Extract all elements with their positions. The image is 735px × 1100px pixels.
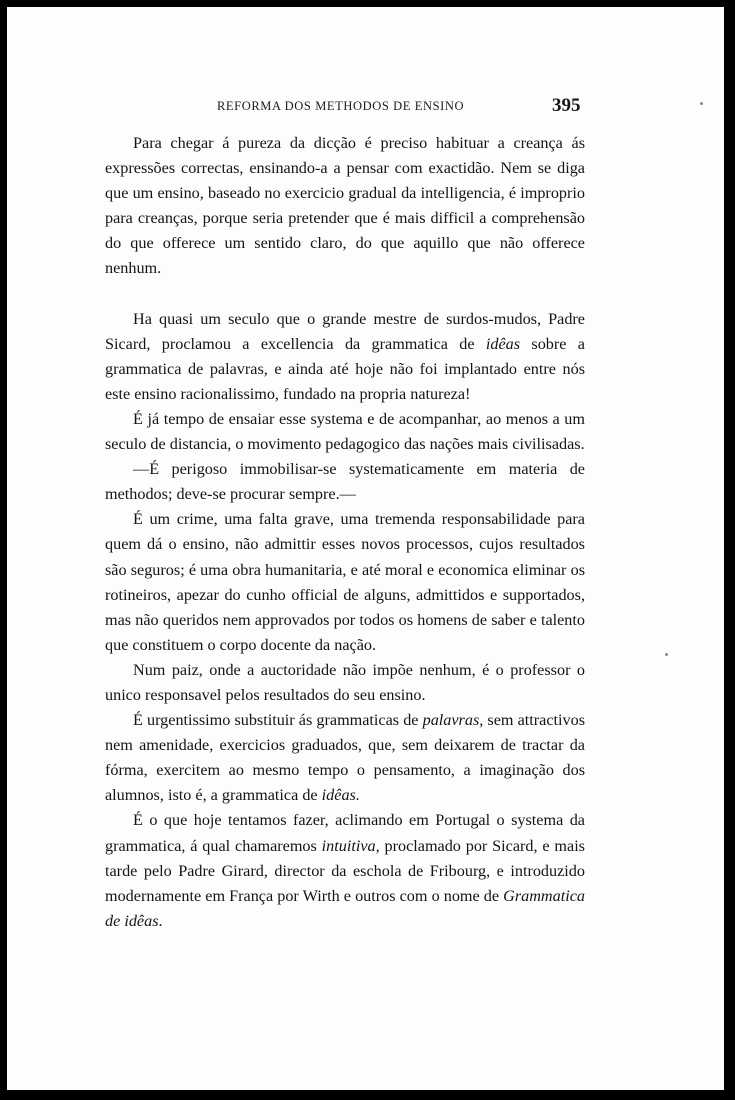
book-page	[7, 7, 724, 1090]
paragraph-2-italic: idêas	[485, 334, 521, 353]
paragraph-8-text-a: É o que hoje tentamos fazer, aclimando em Portugal o systema da grammatica, á qual chamaremos	[105, 811, 585, 855]
paragraph-4	[105, 457, 585, 507]
paragraph-6-text: Num paiz, onde a auctoridade não impõe nenhum, é o professor o unico responsavel pelos resultados do seu ensino.	[105, 660, 585, 704]
page-number: 395	[552, 95, 581, 116]
paragraph-8-italic-a: intuitiva,	[321, 836, 380, 855]
running-title: REFORMA DOS METHODOS DE ENSINO	[217, 99, 465, 113]
paragraph-7-italic-a: palavras,	[422, 711, 484, 730]
paragraph-7-italic-b: idêas.	[321, 786, 360, 805]
paragraph-8-italic-b: Grammatica de idêas	[105, 886, 585, 930]
paragraph-1-text: Para chegar á pureza da dicção é preciso habituar a creança ás expressões correctas, ensinando-a a pensar com exactidão. Nem se diga que um ensino, baseado no exercicio gradual da intelligencia, é improprio para creanças, porque seria pretender que é mais difficil a comprehensão do que offerece um sentido claro, do que aquillo que não offerece nenhum.	[105, 134, 585, 278]
paragraph-8-text-b: proclamado por Sicard, e mais tarde pelo Padre Girard, director da eschola de Fribourg, e introduzido modernamente em França por Wirth e outros com o nome de	[105, 836, 585, 905]
paragraph-8-text-c: .	[158, 911, 163, 930]
scan-speck	[700, 102, 703, 105]
paragraph-6	[105, 658, 585, 708]
body-text	[105, 131, 585, 934]
paragraph-3	[105, 407, 585, 457]
paragraph-1	[105, 131, 585, 282]
paragraph-2	[105, 307, 585, 407]
paragraph-8	[105, 808, 585, 933]
paragraph-5	[105, 507, 585, 658]
scan-speck	[665, 653, 668, 656]
paragraph-7-text-a: É urgentissimo substituir ás grammaticas de	[133, 711, 423, 730]
paragraph-2-text-a: Ha quasi um seculo que o grande mestre de surdos-mudos, Padre Sicard, proclamou a excellencia da grammatica de	[105, 309, 585, 353]
paragraph-7	[105, 708, 585, 808]
paragraph-4-text: —É perigoso immobilisar-se systematicamente em materia de methodos; deve-se procurar sempre.—	[105, 460, 585, 504]
paragraph-3-text: É já tempo de ensaiar esse systema e de acompanhar, ao menos a um seculo de distancia, o movimento pedagogico das nações mais civilisadas.	[105, 409, 585, 454]
page-header	[7, 95, 724, 119]
paragraph-7-text-b: sem attractivos nem amenidade, exercicios graduados, que, sem deixarem de tractar da fórma, exercitem ao mesmo tempo o pensamento, a imaginação dos alumnos, isto é, a grammatica de	[105, 711, 586, 805]
paragraph-2-text-b: sobre a grammatica de palavras, e ainda até hoje não foi implantado entre nós este ensino racionalissimo, fundado na propria natureza!	[105, 334, 585, 403]
paragraph-5-text: É um crime, uma falta grave, uma tremenda responsabilidade para quem dá o ensino, não admittir esses novos processos, cujos resultados são seguros; é uma obra humanitaria, e até moral e economica eliminar os rotineiros, apezar do cunho official de alguns, admittidos e supportados, mas não queridos nem approvados por todos os homens de saber e talento que constituem o corpo docente da nação.	[105, 510, 585, 654]
